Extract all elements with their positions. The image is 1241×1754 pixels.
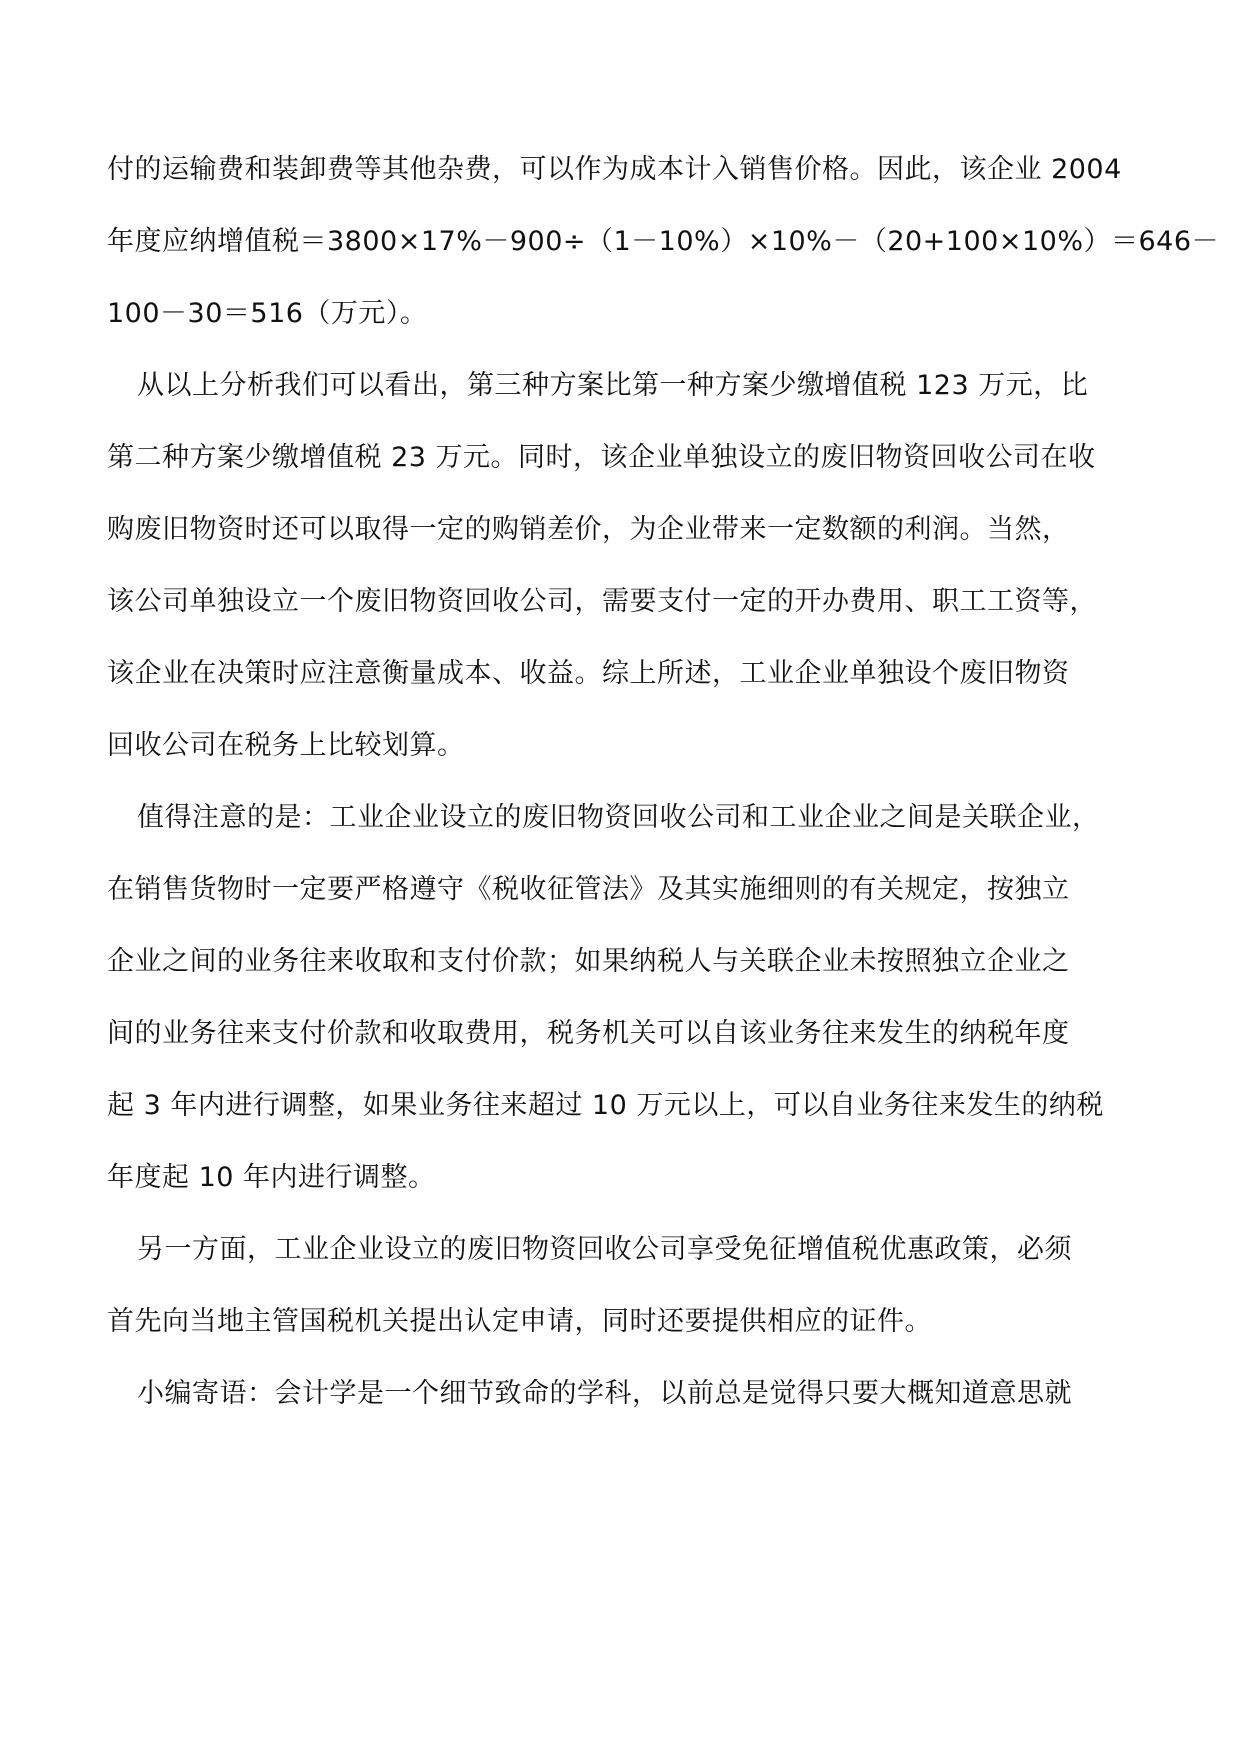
paragraph-line: 100－30＝516（万元）。 (107, 298, 428, 329)
paragraph-line: 在销售货物时一定要严格遵守《税收征管法》及其实施细则的有关规定，按独立 (107, 874, 1070, 905)
paragraph-line: 该企业在决策时应注意衡量成本、收益。综上所述，工业企业单独设个废旧物资 (107, 658, 1070, 689)
paragraph-line: 付的运输费和装卸费等其他杂费，可以作为成本计入销售价格。因此，该企业 2004 (107, 154, 1122, 185)
paragraph-line: 该公司单独设立一个废旧物资回收公司，需要支付一定的开办费用、职工工资等， (107, 586, 1097, 617)
paragraph-line: 间的业务往来支付价款和收取费用，税务机关可以自该业务往来发生的纳税年度 (107, 1018, 1070, 1049)
paragraph-line: 从以上分析我们可以看出，第三种方案比第一种方案少缴增值税 123 万元，比 (137, 370, 1089, 401)
paragraph-line: 首先向当地主管国税机关提出认定申请，同时还要提供相应的证件。 (107, 1306, 932, 1337)
paragraph-line: 另一方面，工业企业设立的废旧物资回收公司享受免征增值税优惠政策，必须 (137, 1234, 1072, 1265)
paragraph-line: 年度应纳增值税＝3800×17%－900÷（1－10%）×10%－（20+100×10%）＝646－ (107, 226, 1220, 257)
paragraph-line: 回收公司在税务上比较划算。 (107, 730, 465, 761)
paragraph-line: 企业之间的业务往来收取和支付价款；如果纳税人与关联企业未按照独立企业之 (107, 946, 1070, 977)
paragraph-line: 第二种方案少缴增值税 23 万元。同时，该企业单独设立的废旧物资回收公司在收 (107, 442, 1096, 473)
paragraph-line: 小编寄语：会计学是一个细节致命的学科，以前总是觉得只要大概知道意思就 (137, 1378, 1072, 1409)
paragraph-line: 年度起 10 年内进行调整。 (107, 1162, 436, 1193)
paragraph-line: 起 3 年内进行调整，如果业务往来超过 10 万元以上，可以自业务往来发生的纳税 (107, 1090, 1104, 1121)
paragraph-line: 值得注意的是：工业企业设立的废旧物资回收公司和工业企业之间是关联企业， (137, 802, 1100, 833)
paragraph-line: 购废旧物资时还可以取得一定的购销差价，为企业带来一定数额的利润。当然， (107, 514, 1070, 545)
